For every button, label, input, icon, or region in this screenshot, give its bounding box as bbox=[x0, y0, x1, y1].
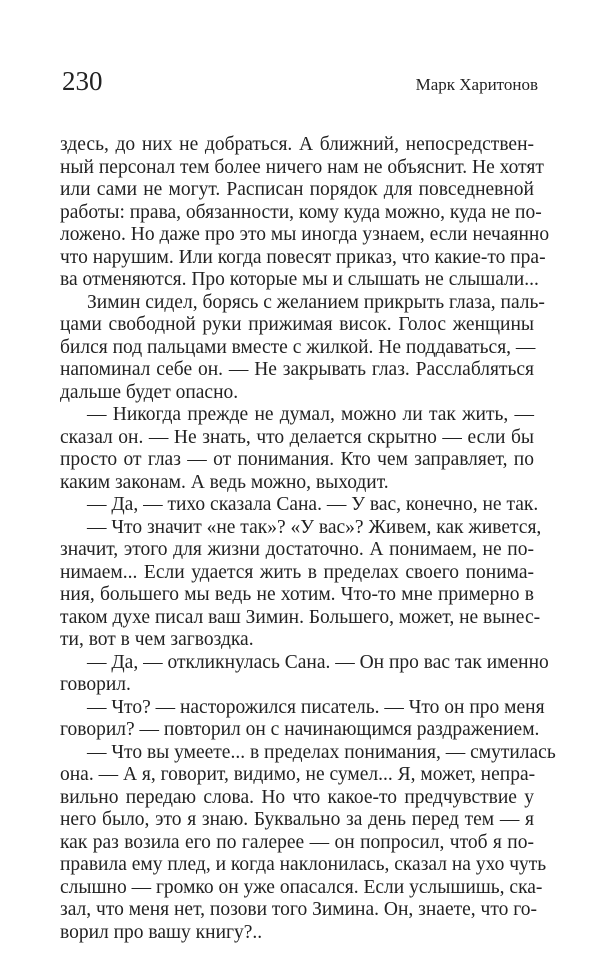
text-line: правила ему плед, и когда наклонилась, сказал на ухо чуть bbox=[60, 854, 547, 875]
text-line: нимаем... Если удается жить в пределах своего понима- bbox=[60, 561, 534, 583]
text-line: — Никогда прежде не думал, можно ли так жить, — bbox=[87, 404, 534, 425]
text-line: значит, этого для жизни достаточно. А понимаем, не по- bbox=[60, 539, 534, 560]
text-line: или сами не могут. Расписан порядок для повседневной bbox=[60, 179, 534, 200]
running-head: Марк Харитонов bbox=[415, 75, 538, 94]
text-line: цами свободной руки прижимая висок. Голос женщины bbox=[60, 314, 534, 335]
text-line: работы: права, обязанности, кому куда можно, куда не по- bbox=[60, 201, 542, 223]
text-line: что нарушим. Или когда повесят приказ, что какие-то пра- bbox=[60, 246, 546, 268]
text-line: — Да, — откликнулась Сана. — Он про вас так именно bbox=[87, 651, 549, 673]
text-line: ный персонал тем более ничего нам не объяснит. Не хотят bbox=[60, 156, 544, 178]
text-line: ния, большего мы ведь не хотим. Что-то мне примерно в bbox=[60, 584, 534, 605]
text-line: — Да, — тихо сказала Сана. — У вас, конечно, не так. bbox=[87, 494, 539, 515]
text-line: вильно передаю слова. Но что какое-то предчувствие у bbox=[60, 786, 534, 808]
text-line: здесь, до них не добраться. А ближний, непосредствен- bbox=[60, 134, 534, 155]
text-line: она. — А я, говорит, видимо, не сумел... Я, может, непра- bbox=[60, 764, 536, 785]
text-line: — Что? — насторожился писатель. — Что он про меня bbox=[87, 696, 545, 718]
text-line: напоминал себе он. — Не закрывать глаз. Расслабляться bbox=[60, 359, 534, 380]
text-line: сказал он. — Не знать, что делается скрытно — если бы bbox=[60, 426, 534, 448]
body-text bbox=[60, 134, 556, 944]
text-line: — Что вы умеете... в пределах понимания, — смутилась bbox=[87, 741, 556, 763]
text-line: как раз возила его по галерее — он попросил, чтоб я по- bbox=[60, 831, 534, 853]
text-line: ложено. Но даже про это мы иногда узнаем, если нечаянно bbox=[60, 224, 550, 245]
text-line: говорил. bbox=[60, 674, 131, 695]
text-line: бился под пальцами вместе с жилкой. Не поддаваться, — bbox=[60, 336, 536, 358]
text-line: ти, вот в чем загвоздка. bbox=[60, 629, 254, 650]
text-line: каким законам. А ведь можно, выходит. bbox=[60, 471, 389, 493]
text-line: говорил? — повторил он с начинающимся раздражением. bbox=[60, 719, 540, 740]
text-line: него было, это я знаю. Буквально за день перед тем — я bbox=[60, 809, 534, 830]
text-line: дальше будет опасно. bbox=[60, 381, 239, 403]
text-line: ворил про вашу книгу?.. bbox=[60, 921, 263, 943]
text-line: слышно — громко он уже опасался. Если услышишь, ска- bbox=[60, 876, 543, 898]
text-line: Зимин сидел, борясь с желанием прикрыть глаза, паль- bbox=[87, 291, 545, 313]
text-line: зал, что меня нет, позови того Зимина. Он, знаете, что го- bbox=[60, 899, 537, 920]
page-number: 230 bbox=[62, 66, 103, 96]
text-line: просто от глаз — от понимания. Кто чем заправляет, по bbox=[60, 449, 534, 470]
text-line: — Что значит «не так»? «У вас»? Живем, как живется, bbox=[87, 516, 542, 538]
text-line: ва отменяются. Про которые мы и слышать не слышали... bbox=[60, 269, 539, 290]
text-line: таком духе писал ваш Зимин. Большего, может, не вынес- bbox=[60, 606, 541, 628]
